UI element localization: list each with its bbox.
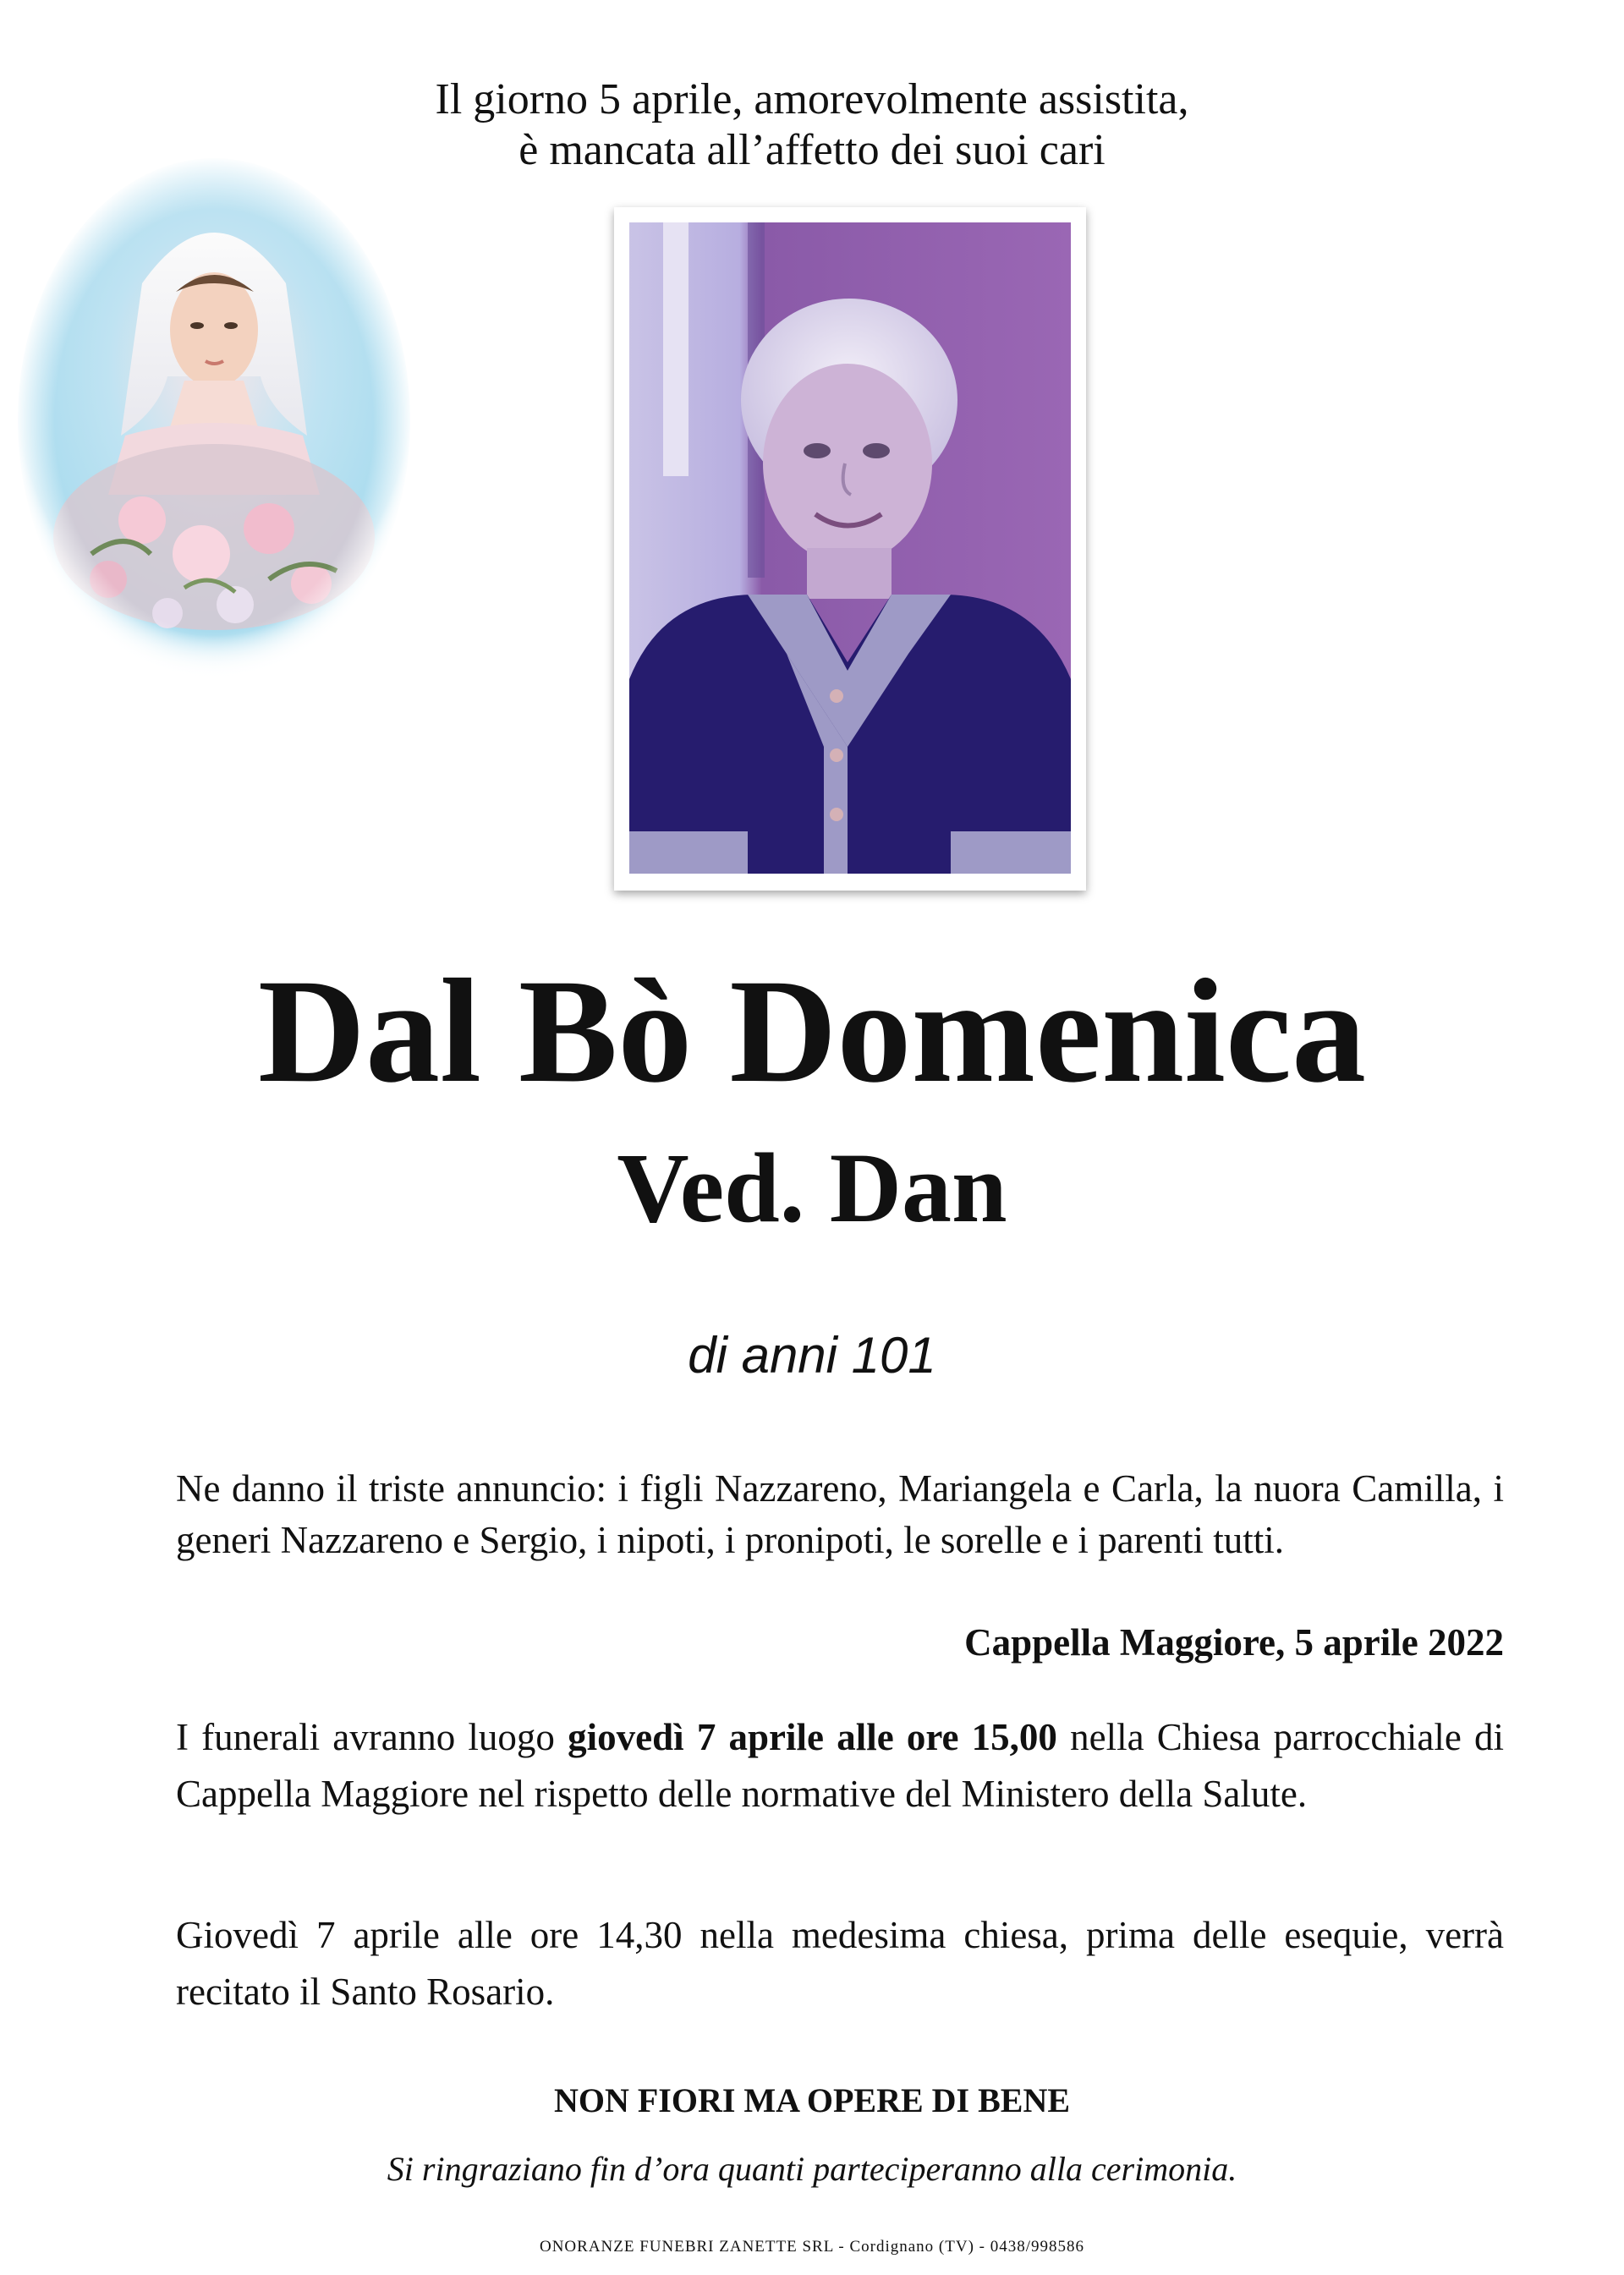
portrait-frame	[614, 207, 1086, 891]
place-date: Cappella Maggiore, 5 aprile 2022	[964, 1621, 1504, 1664]
intro-line-2: è mancata all’affetto dei suoi cari	[518, 126, 1106, 174]
no-flowers-notice: NON FIORI MA OPERE DI BENE	[553, 2081, 1071, 2119]
funeral-text	[176, 1709, 1504, 1823]
deceased-name: Dal Bò Domenica	[257, 949, 1367, 1114]
funeral-prefix: I funerali avranno luogo	[176, 1716, 555, 1758]
footer-funeral-home: ONORANZE FUNEBRI ZANETTE SRL - Cordignano (TV) - 0438/998586	[539, 2238, 1085, 2256]
rosary-text: Giovedì 7 aprile alle ore 14,30 nella medesima chiesa, prima delle esequie, verrà recitato il Santo Rosario.	[176, 1914, 1504, 2013]
announcement-text: Ne danno il triste annuncio: i figli Nazzareno, Mariangela e Carla, la nuora Camilla, i generi Nazzareno e Sergio, i nipoti, i pronipoti, le sorelle e i parenti tutti.	[176, 1467, 1504, 1561]
madonna-oval-image	[15, 156, 413, 685]
deceased-subname: Ved. Dan	[617, 1132, 1007, 1243]
portrait-photo	[629, 222, 1071, 874]
intro-line-1: Il giorno 5 aprile, amorevolmente assistita,	[435, 75, 1189, 123]
deceased-age: di anni 101	[688, 1327, 936, 1384]
funeral-when: giovedì 7 aprile alle ore 15,00	[568, 1716, 1057, 1758]
thanks-text: Si ringraziano fin d’ora quanti parteciperanno alla cerimonia.	[387, 2150, 1237, 2188]
funeral-suffix: nella Chiesa parrocchiale di Cappella Maggiore nel rispetto delle normative del Ministero della Salute.	[176, 1716, 1504, 1815]
